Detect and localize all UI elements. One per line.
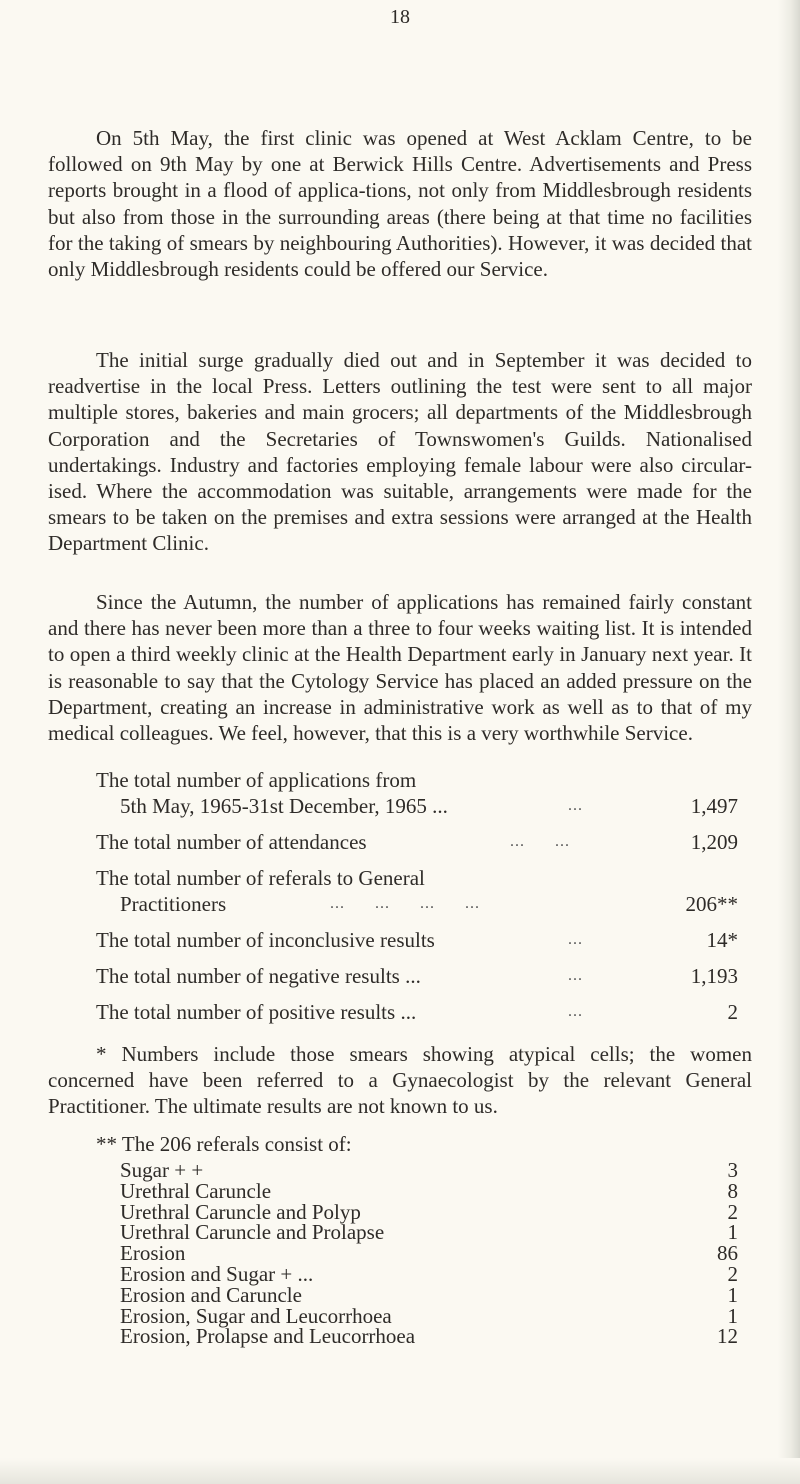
referal-label: Erosion: [120, 1241, 186, 1266]
page-number: 18: [390, 6, 410, 28]
paragraph-clinic-opening: On 5th May, the first clinic was opened at West Acklam Centre, to be followed on 9th May by one at Berwick Hills Centre. Advertisements and Press reports brought in a flood of applica-tions, not only from Middlesbrough residents but also from those in the surrounding areas (there being at that time no facilities for the taking of smears by neighbouring Authorities). However, it was decided that only Middlesbrough residents could be offered our Service.: [48, 126, 752, 282]
referals-heading: ** The 206 referals consist of:: [96, 1132, 352, 1156]
dot-leader: ...: [568, 967, 583, 984]
stat-value: 1,209: [690, 830, 738, 854]
stat-label: The total number of positive results ...: [96, 1000, 417, 1024]
referal-label: Erosion, Sugar and Leucorrhoea: [120, 1303, 392, 1328]
referal-value: 12: [717, 1324, 738, 1349]
referal-value: 1: [727, 1220, 738, 1245]
stat-label: The total number of applications from: [96, 768, 417, 792]
stat-row: [0, 963, 800, 989]
referal-label: Sugar + +: [120, 1158, 204, 1182]
stat-label: The total number of referals to General: [96, 866, 425, 890]
referal-value: 3: [727, 1158, 738, 1182]
stat-label: The total number of inconclusive results: [96, 928, 435, 952]
referal-value: 2: [727, 1199, 738, 1224]
dot-leader: ...: [568, 1003, 583, 1020]
page-bottom-shadow: [0, 1458, 800, 1484]
page-edge-shadow: [778, 0, 800, 1484]
referal-value: 8: [727, 1178, 738, 1203]
stat-value: 206**: [685, 892, 738, 916]
footnote-atypical: * Numbers include those smears showing atypical cells; the women concerned have been referred to a Gynaecologist by the relevant General Practitioner. The ultimate results are not known to us.: [48, 1042, 752, 1119]
stat-label: The total number of negative results ...: [96, 964, 421, 988]
stat-label-cont: Practitioners: [120, 892, 227, 916]
dot-leader: ... ...: [510, 833, 570, 850]
referal-value: 2: [727, 1262, 738, 1286]
dot-leader: ...: [568, 931, 583, 948]
referal-label: Erosion and Sugar + ...: [120, 1262, 314, 1286]
referal-label: Urethral Caruncle and Prolapse: [120, 1220, 385, 1245]
referal-value: 1: [727, 1303, 738, 1328]
stat-value: 1,193: [690, 964, 738, 988]
referal-label: Erosion and Caruncle: [120, 1282, 302, 1307]
referals-heading-row: [0, 1131, 800, 1157]
stat-value: 1,497: [690, 794, 738, 818]
dot-leader: ...: [568, 797, 583, 814]
stat-row: [0, 865, 800, 891]
stat-value: 14*: [706, 928, 738, 952]
referal-value: 86: [717, 1241, 738, 1266]
referal-label: Erosion, Prolapse and Leucorrhoea: [120, 1324, 416, 1349]
paragraph-readvertising: The initial surge gradually died out and in September it was decided to readvertise in the local Press. Letters outlining the test were sent to all major multiple stores, bakeries and main grocers; all departments of the Middlesbrough Corporation and the Secretaries of Townswomen's Guilds. Nationalised undertakings. Industry and factories employing female labour were also circular-ised. Where the accommodation was suitable, arrangements were made for the smears to be taken on the premises and extra sessions were arranged at the Health Department Clinic.: [48, 348, 752, 556]
referal-row: [0, 1325, 800, 1351]
stat-row: [0, 891, 800, 917]
referal-value: 1: [727, 1282, 738, 1307]
stat-row: [0, 767, 800, 793]
paragraph-autumn: Since the Autumn, the number of applications has remained fairly constant and there has never been more than a three to four weeks waiting list. It is intended to open a third weekly clinic at the Health Department early in January next year. It is reasonable to say that the Cytology Service has placed an added pressure on the Department, creating an increase in administrative work as well as to that of my medical colleagues. We feel, however, that this is a very worthwhile Service.: [48, 590, 752, 746]
stat-row: [0, 927, 800, 953]
stat-row: [0, 999, 800, 1025]
stat-label-cont: 5th May, 1965-31st December, 1965 ...: [120, 794, 448, 818]
stat-label: The total number of attendances: [96, 830, 367, 854]
stat-row: [0, 793, 800, 819]
referal-label: Urethral Caruncle: [120, 1178, 272, 1203]
dot-leader: ... ... ... ...: [330, 895, 480, 912]
referal-label: Urethral Caruncle and Polyp: [120, 1199, 361, 1224]
stat-row: [0, 829, 800, 855]
stat-value: 2: [727, 1000, 738, 1024]
